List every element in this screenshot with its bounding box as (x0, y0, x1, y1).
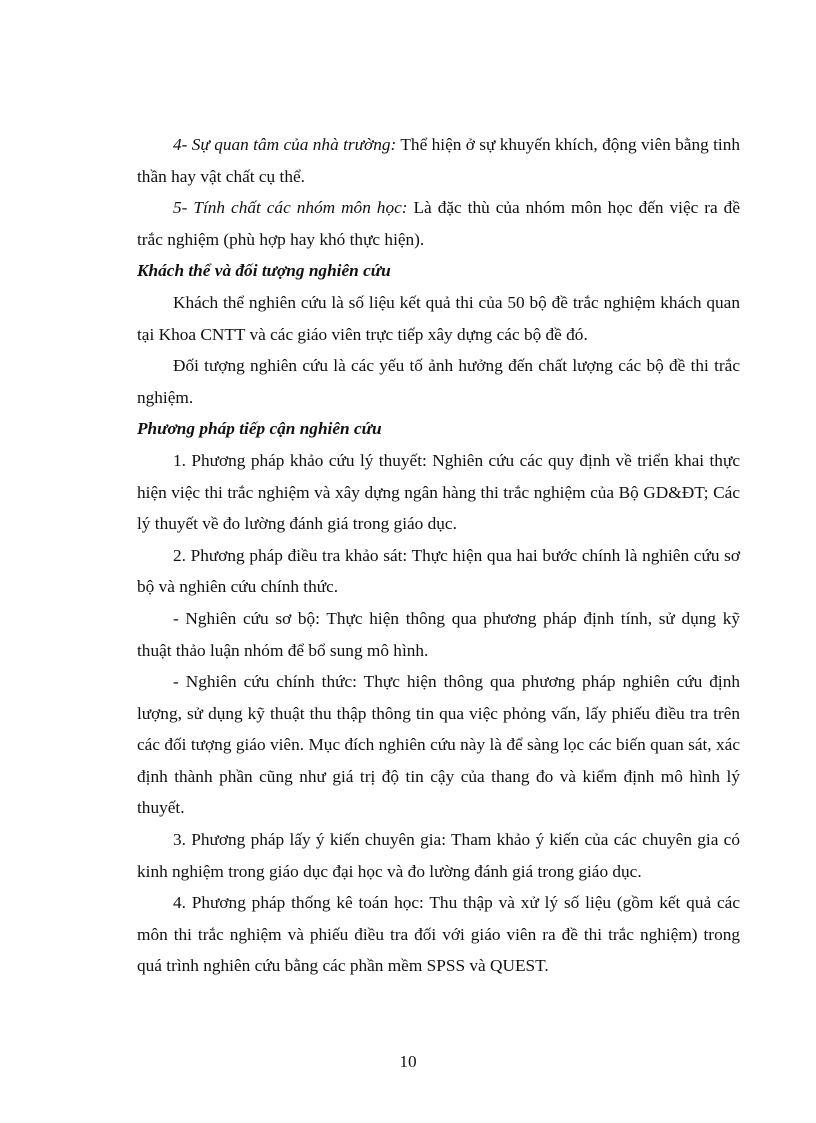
factor-text: Thể hiện ở sự khuyến khích, động viên bằng tinh thần hay vật chất cụ thể. (137, 135, 741, 186)
section-heading-subjects: Khách thể và đối tượng nghiên cứu (137, 261, 391, 281)
method-paragraph: 2. Phương pháp điều tra khảo sát: Thực hiện qua hai bước chính là nghiên cứu sơ bộ và nghiên cứu chính thức. (137, 545, 740, 597)
factor-text: Là đặc thù của nhóm môn học đến việc ra đề trắc nghiệm (phù hợp hay khó thực hiện). (137, 198, 740, 249)
method-paragraph: 1. Phương pháp khảo cứu lý thuyết: Nghiên cứu các quy định về triển khai thực hiện việc thi trắc nghiệm và xây dựng ngân hàng thi trắc nghiệm của Bộ GD&ĐT; Các lý thuyết về đo lường đánh giá trong giáo dục. (137, 450, 740, 534)
method-paragraph: - Nghiên cứu chính thức: Thực hiện thông qua phương pháp nghiên cứu định lượng, sử dụng kỹ thuật thu thập thông tin qua việc phỏng vấn, lấy phiếu điều tra trên các đối tượng giáo viên. Mục đích nghiên cứu này là để sàng lọc các biến quan sát, xác định thành phần cũng như giá trị độ tin cậy của thang đo và kiểm định mô hình lý thuyết. (137, 672, 740, 818)
method-paragraph: 4. Phương pháp thống kê toán học: Thu thập và xử lý số liệu (gồm kết quả các môn thi trắc nghiệm và phiếu điều tra đối với giáo viên ra đề thi trắc nghiệm) trong quá trình nghiên cứu bằng các phần mềm SPSS và QUEST. (137, 893, 740, 976)
factor-paragraph-4 (137, 129, 740, 192)
body-paragraph: Đối tượng nghiên cứu là các yếu tố ảnh hưởng đến chất lượng các bộ đề thi trắc nghiệm. (137, 356, 740, 407)
section-heading-methods: Phương pháp tiếp cận nghiên cứu (137, 419, 382, 439)
method-paragraph: - Nghiên cứu sơ bộ: Thực hiện thông qua phương pháp định tính, sử dụng kỹ thuật thảo luận nhóm để bổ sung mô hình. (137, 608, 740, 660)
method-paragraph: 3. Phương pháp lấy ý kiến chuyên gia: Tham khảo ý kiến của các chuyên gia có kinh nghiệm trong giáo dục đại học và đo lường đánh giá trong giáo dục. (137, 830, 740, 881)
document-body (137, 129, 740, 982)
body-paragraph: Khách thể nghiên cứu là số liệu kết quả thi của 50 bộ đề trắc nghiệm khách quan tại Khoa CNTT và các giáo viên trực tiếp xây dựng các bộ đề đó. (137, 292, 740, 344)
factor-paragraph-5 (137, 192, 740, 255)
factor-lead: 4- Sự quan tâm của nhà trường: (173, 135, 397, 154)
page-number: 10 (399, 1052, 417, 1071)
factor-lead: 5- Tính chất các nhóm môn học: (173, 198, 408, 218)
